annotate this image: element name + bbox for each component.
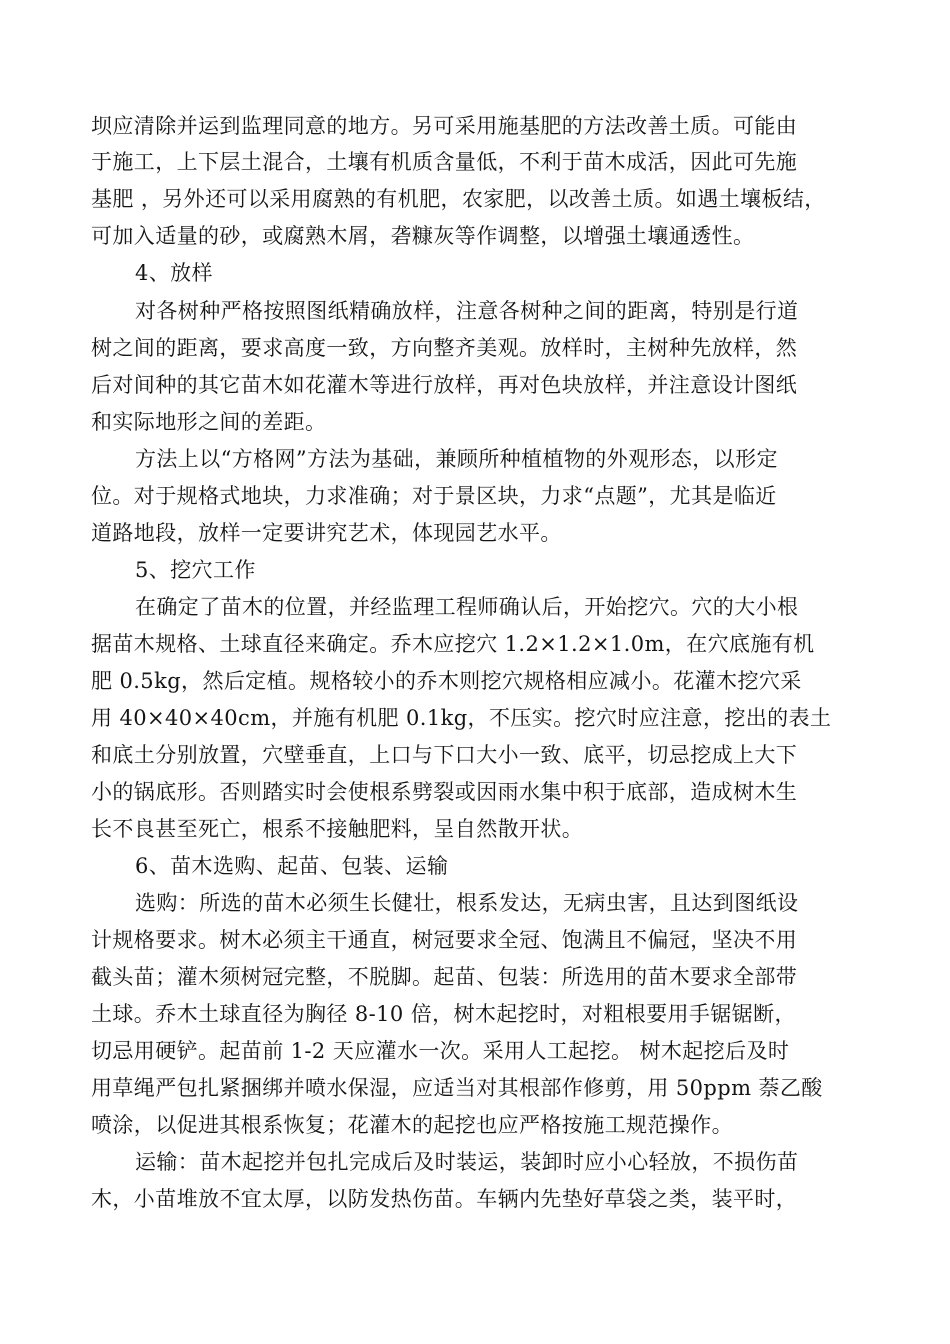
paragraph-line: 道路地段，放样一定要讲究艺术，体现园艺水平。: [91, 521, 562, 545]
paragraph-line: 坝应清除并运到监理同意的地方。另可采用施基肥的方法改善土质。可能由: [91, 114, 798, 138]
paragraph-line: 后对间种的其它苗木如花灌木等进行放样，再对色块放样，并注意设计图纸: [91, 373, 798, 397]
paragraph-line: 计规格要求。树木必须主干通直，树冠要求全冠、饱满且不偏冠，坚决不用: [91, 928, 798, 952]
paragraph-line: 用 40×40×40cm，并施有机肥 0.1kg，不压实。挖穴时应注意，挖出的表土: [91, 706, 832, 730]
section-heading: 6、苗木选购、起苗、包装、运输: [135, 854, 449, 878]
paragraph-line: 位。对于规格式地块，力求准确；对于景区块，力求“点题”，尤其是临近: [91, 484, 777, 508]
paragraph-line: 据苗木规格、土球直径来确定。乔木应挖穴 1.2×1.2×1.0m，在穴底施有机: [91, 632, 815, 656]
paragraph-line: 基肥 ，另外还可以采用腐熟的有机肥，农家肥，以改善土质。如遇土壤板结，: [91, 187, 826, 211]
paragraph-line: 选购：所选的苗木必须生长健壮，根系发达，无病虫害，且达到图纸设: [135, 891, 799, 915]
paragraph-line: 截头苗；灌木须树冠完整，不脱脚。起苗、包装：所选用的苗木要求全部带: [91, 965, 798, 989]
paragraph-line: 喷涂，以促进其根系恢复；花灌木的起挖也应严格按施工规范操作。: [91, 1113, 733, 1137]
section-heading: 5、挖穴工作: [135, 558, 256, 582]
paragraph-line: 和实际地形之间的差距。: [91, 410, 327, 434]
paragraph-line: 树之间的距离，要求高度一致，方向整齐美观。放样时，主树种先放样，然: [91, 336, 798, 360]
paragraph-line: 和底土分别放置，穴壁垂直，上口与下口大小一致、底平，切忌挖成上大下: [91, 743, 798, 767]
paragraph-line: 土球。乔木土球直径为胸径 8-10 倍，树木起挖时，对粗根要用手锯锯断，: [91, 1002, 796, 1026]
paragraph-line: 可加入适量的砂，或腐熟木屑，砻糠灰等作调整，以增强土壤通透性。: [91, 224, 755, 248]
paragraph-line: 小的锅底形。否则踏实时会使根系劈裂或因雨水集中积于底部，造成树木生: [91, 780, 798, 804]
paragraph-line: 长不良甚至死亡，根系不接触肥料，呈自然散开状。: [91, 817, 584, 841]
paragraph-line: 切忌用硬铲。起苗前 1-2 天应灌水一次。采用人工起挖。 树木起挖后及时: [91, 1039, 790, 1063]
paragraph-line: 对各树种严格按照图纸精确放样，注意各树种之间的距离，特别是行道: [135, 299, 799, 323]
paragraph-line: 于施工，上下层土混合，土壤有机质含量低，不利于苗木成活，因此可先施: [91, 150, 798, 174]
paragraph-line: 运输：苗木起挖并包扎完成后及时装运，装卸时应小心轻放，不损伤苗: [135, 1150, 799, 1174]
paragraph-line: 用草绳严包扎紧捆绑并喷水保湿，应适当对其根部作修剪，用 50ppm 萘乙酸: [91, 1076, 823, 1100]
paragraph-line: 肥 0.5kg，然后定植。规格较小的乔木则挖穴规格相应减小。花灌木挖穴采: [91, 669, 802, 693]
paragraph-line: 方法上以“方格网”方法为基础，兼顾所种植植物的外观形态，以形定: [135, 447, 778, 471]
paragraph-line: 木，小苗堆放不宜太厚，以防发热伤苗。车辆内先垫好草袋之类，装平时，: [91, 1187, 798, 1211]
section-heading: 4、放样: [135, 261, 213, 285]
paragraph-line: 在确定了苗木的位置，并经监理工程师确认后，开始挖穴。穴的大小根: [135, 595, 799, 619]
